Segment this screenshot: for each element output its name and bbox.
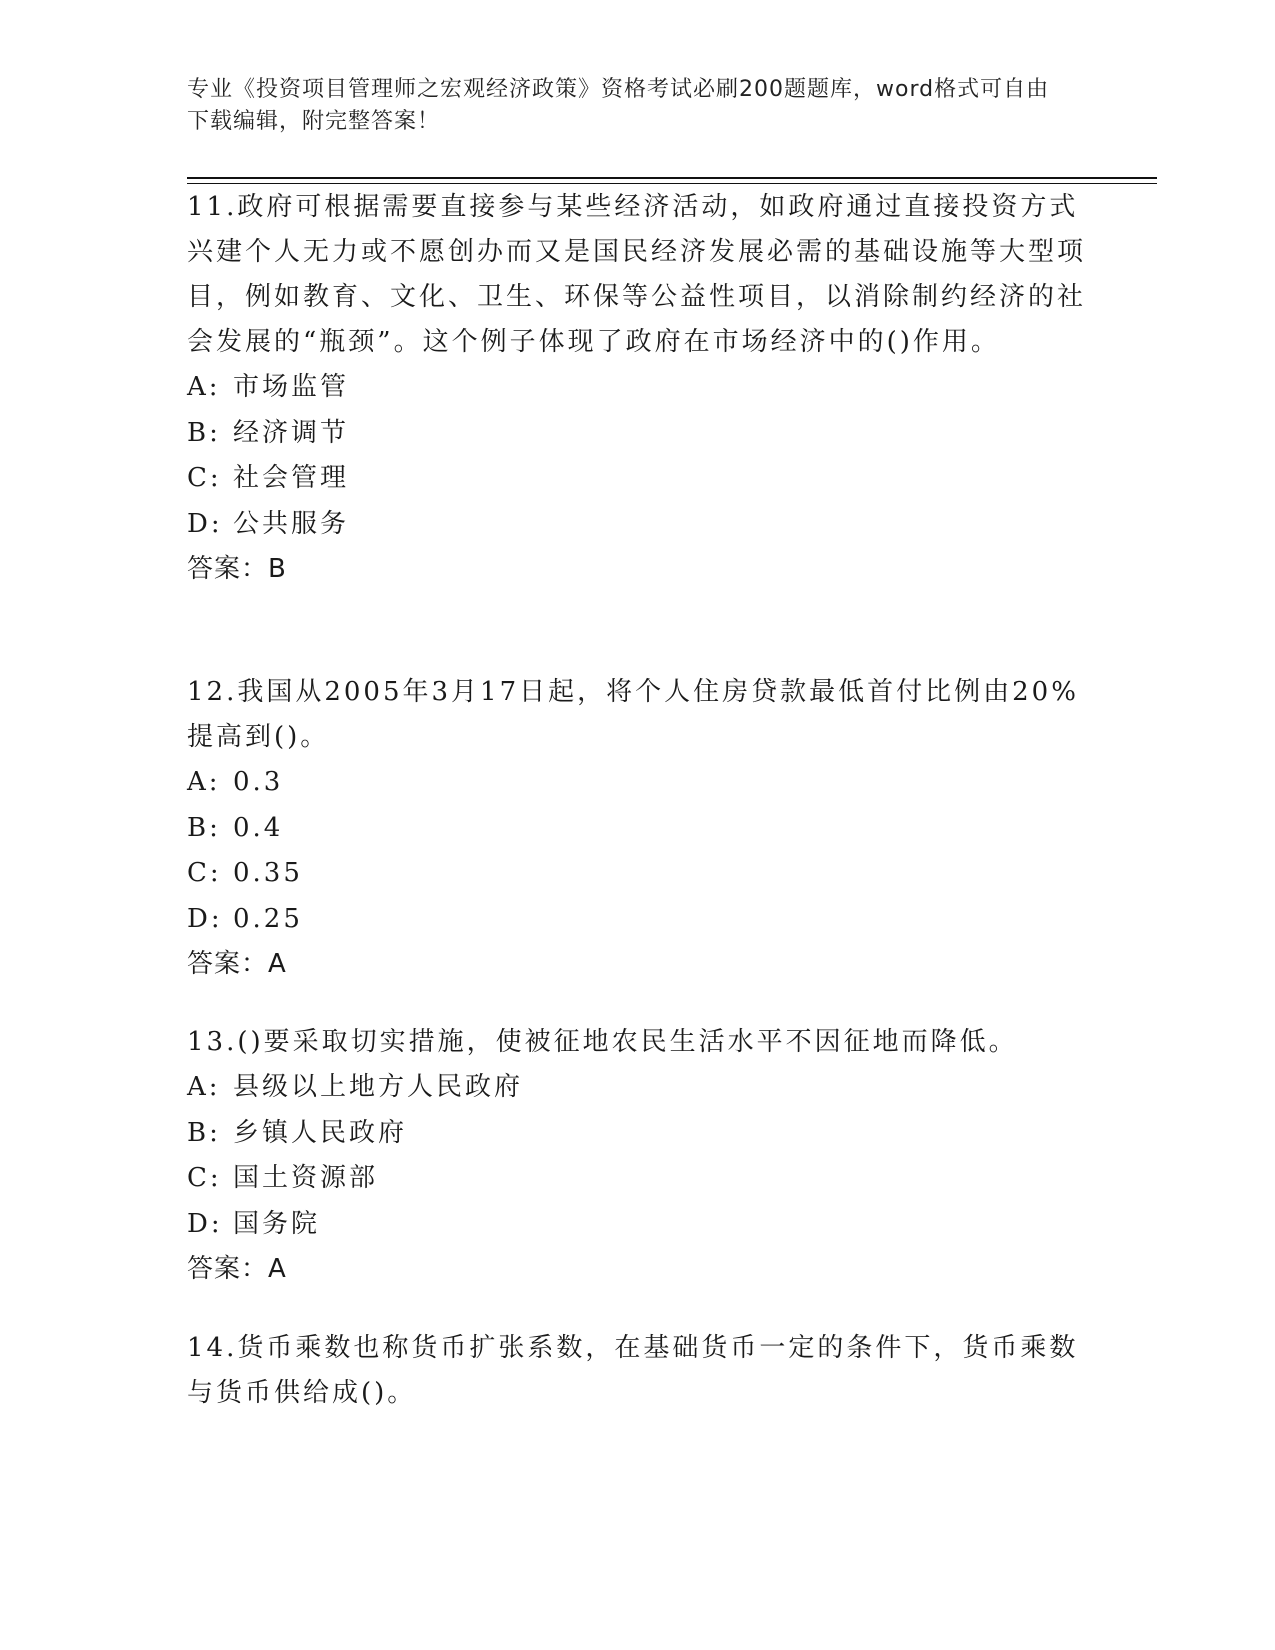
question-13	[187, 1020, 1087, 1292]
option-text: 0.25	[233, 903, 303, 934]
option-list	[187, 1065, 1087, 1247]
option-a	[187, 1065, 1087, 1111]
option-d	[187, 502, 1087, 548]
question-12	[187, 670, 1087, 987]
option-letter: B:	[187, 812, 221, 843]
question-14	[187, 1326, 1087, 1416]
answer-text: 答案：B	[187, 554, 287, 584]
option-letter: A:	[187, 1072, 221, 1102]
question-stem: 13.()要采取切实措施，使被征地农民生活水平不因征地而降低。	[187, 1027, 1018, 1057]
option-letter: A:	[187, 372, 221, 402]
question-11	[187, 185, 1087, 592]
document-header-title: 专业《投资项目管理师之宏观经济政策》资格考试必刷200题题库，word格式可自由下载编辑，附完整答案！	[187, 77, 1050, 134]
option-list	[187, 760, 1087, 942]
option-c	[187, 456, 1087, 502]
option-text: 社会管理	[233, 463, 350, 493]
option-text: 国土资源部	[233, 1163, 379, 1193]
question-stem: 12.我国从2005年3月17日起，将个人住房贷款最低首付比例由20%提高到()。	[187, 677, 1079, 752]
option-letter: B:	[187, 1117, 221, 1148]
option-text: 乡镇人民政府	[233, 1117, 408, 1148]
option-b	[187, 1111, 1087, 1157]
option-text: 县级以上地方人民政府	[233, 1072, 524, 1102]
option-text: 0.35	[233, 858, 303, 888]
option-c	[187, 851, 1087, 897]
option-letter: B:	[187, 417, 221, 448]
option-text: 经济调节	[233, 417, 350, 448]
option-text: 市场监管	[233, 372, 350, 402]
option-list	[187, 365, 1087, 547]
option-letter: C:	[187, 463, 222, 493]
answer-text: 答案：A	[187, 949, 287, 979]
answer-text: 答案：A	[187, 1254, 287, 1284]
option-letter: C:	[187, 1163, 222, 1193]
header-divider-thick	[187, 177, 1157, 179]
question-stem: 11.政府可根据需要直接参与某些经济活动，如政府通过直接投资方式兴建个人无力或不愿创办而又是国民经济发展必需的基础设施等大型项目，例如教育、文化、卫生、环保等公益性项目，以消除制约经济的社会发展的“瓶颈”。这个例子体现了政府在市场经济中的()作用。	[187, 192, 1087, 357]
option-letter: D:	[187, 1208, 223, 1239]
option-letter: A:	[187, 767, 221, 797]
option-text: 0.3	[233, 767, 284, 797]
option-text: 0.4	[233, 812, 284, 843]
option-letter: D:	[187, 508, 223, 539]
option-d	[187, 1202, 1087, 1248]
question-stem: 14.货币乘数也称货币扩张系数，在基础货币一定的条件下，货币乘数与货币供给成()。	[187, 1333, 1079, 1408]
option-b	[187, 806, 1087, 852]
option-text: 公共服务	[233, 508, 350, 539]
option-letter: C:	[187, 858, 222, 888]
option-letter: D:	[187, 903, 223, 934]
header-divider-thin	[187, 183, 1157, 184]
option-b	[187, 411, 1087, 457]
option-a	[187, 365, 1087, 411]
option-c	[187, 1156, 1087, 1202]
option-a	[187, 760, 1087, 806]
option-d	[187, 897, 1087, 943]
option-text: 国务院	[233, 1208, 321, 1239]
